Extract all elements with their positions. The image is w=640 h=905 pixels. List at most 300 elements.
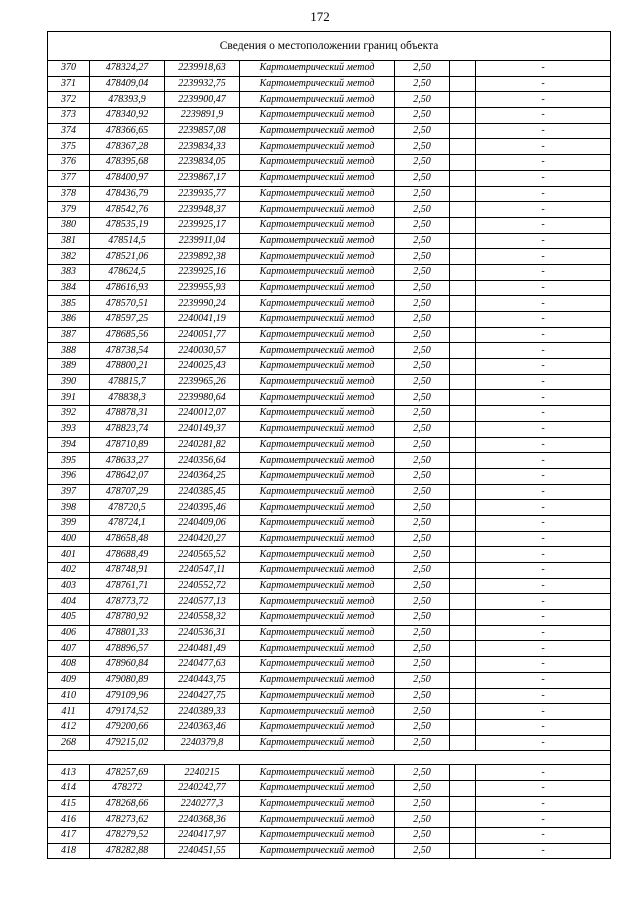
precision: 2,50 xyxy=(395,359,450,375)
y-coordinate: 2239834,05 xyxy=(165,155,240,171)
table-row xyxy=(48,500,611,516)
method: Картометрический метод xyxy=(240,735,395,751)
method: Картометрический метод xyxy=(240,610,395,626)
y-coordinate: 2240409,06 xyxy=(165,515,240,531)
x-coordinate: 478800,21 xyxy=(90,359,165,375)
table-row xyxy=(48,547,611,563)
y-coordinate: 2240025,43 xyxy=(165,359,240,375)
method: Картометрический метод xyxy=(240,280,395,296)
precision: 2,50 xyxy=(395,92,450,108)
description: - xyxy=(476,484,611,500)
blank-cell xyxy=(450,421,476,437)
y-coordinate: 2239990,24 xyxy=(165,296,240,312)
precision: 2,50 xyxy=(395,202,450,218)
point-number: 393 xyxy=(48,421,90,437)
description: - xyxy=(476,186,611,202)
description: - xyxy=(476,688,611,704)
y-coordinate: 2240577,13 xyxy=(165,594,240,610)
precision: 2,50 xyxy=(395,812,450,828)
method: Картометрический метод xyxy=(240,796,395,812)
blank-cell xyxy=(450,515,476,531)
y-coordinate: 2240395,46 xyxy=(165,500,240,516)
blank-cell xyxy=(450,796,476,812)
description: - xyxy=(476,515,611,531)
precision: 2,50 xyxy=(395,390,450,406)
y-coordinate: 2239980,64 xyxy=(165,390,240,406)
x-coordinate: 478773,72 xyxy=(90,594,165,610)
x-coordinate: 478570,51 xyxy=(90,296,165,312)
point-number: 387 xyxy=(48,327,90,343)
y-coordinate: 2240417,97 xyxy=(165,828,240,844)
y-coordinate: 2239891,9 xyxy=(165,108,240,124)
description: - xyxy=(476,765,611,781)
point-number: 407 xyxy=(48,641,90,657)
point-number: 376 xyxy=(48,155,90,171)
table-row xyxy=(48,843,611,859)
x-coordinate: 478257,69 xyxy=(90,765,165,781)
precision: 2,50 xyxy=(395,843,450,859)
precision: 2,50 xyxy=(395,688,450,704)
x-coordinate: 478366,65 xyxy=(90,123,165,139)
blank-cell xyxy=(450,374,476,390)
y-coordinate: 2240364,25 xyxy=(165,468,240,484)
method: Картометрический метод xyxy=(240,123,395,139)
blank-cell xyxy=(450,359,476,375)
description: - xyxy=(476,202,611,218)
table-row xyxy=(48,421,611,437)
precision: 2,50 xyxy=(395,719,450,735)
table-row xyxy=(48,796,611,812)
point-number: 405 xyxy=(48,610,90,626)
y-coordinate: 2239900,47 xyxy=(165,92,240,108)
x-coordinate: 478542,76 xyxy=(90,202,165,218)
table-row xyxy=(48,374,611,390)
table-row xyxy=(48,61,611,77)
separator-cell xyxy=(48,751,611,765)
point-number: 390 xyxy=(48,374,90,390)
method: Картометрический метод xyxy=(240,437,395,453)
precision: 2,50 xyxy=(395,108,450,124)
x-coordinate: 478801,33 xyxy=(90,625,165,641)
description: - xyxy=(476,406,611,422)
x-coordinate: 478514,5 xyxy=(90,233,165,249)
x-coordinate: 478273,62 xyxy=(90,812,165,828)
x-coordinate: 478409,04 xyxy=(90,76,165,92)
y-coordinate: 2240552,72 xyxy=(165,578,240,594)
x-coordinate: 478279,52 xyxy=(90,828,165,844)
y-coordinate: 2240356,64 xyxy=(165,453,240,469)
x-coordinate: 478521,06 xyxy=(90,249,165,265)
method: Картометрический метод xyxy=(240,453,395,469)
point-number: 373 xyxy=(48,108,90,124)
table-row xyxy=(48,484,611,500)
point-number: 372 xyxy=(48,92,90,108)
x-coordinate: 478710,89 xyxy=(90,437,165,453)
description: - xyxy=(476,563,611,579)
table-row xyxy=(48,641,611,657)
x-coordinate: 478780,92 xyxy=(90,610,165,626)
point-number: 396 xyxy=(48,468,90,484)
blank-cell xyxy=(450,625,476,641)
y-coordinate: 2240451,55 xyxy=(165,843,240,859)
description: - xyxy=(476,625,611,641)
method: Картометрический метод xyxy=(240,296,395,312)
method: Картометрический метод xyxy=(240,170,395,186)
method: Картометрический метод xyxy=(240,657,395,673)
y-coordinate: 2240547,11 xyxy=(165,563,240,579)
blank-cell xyxy=(450,170,476,186)
table-row xyxy=(48,312,611,328)
x-coordinate: 478878,31 xyxy=(90,406,165,422)
table-row xyxy=(48,123,611,139)
method: Картометрический метод xyxy=(240,390,395,406)
point-number: 402 xyxy=(48,563,90,579)
method: Картометрический метод xyxy=(240,500,395,516)
table-row xyxy=(48,625,611,641)
precision: 2,50 xyxy=(395,296,450,312)
x-coordinate: 478597,25 xyxy=(90,312,165,328)
y-coordinate: 2240443,75 xyxy=(165,672,240,688)
table-row xyxy=(48,578,611,594)
description: - xyxy=(476,672,611,688)
blank-cell xyxy=(450,547,476,563)
description: - xyxy=(476,139,611,155)
point-number: 384 xyxy=(48,280,90,296)
table-row xyxy=(48,672,611,688)
point-number: 389 xyxy=(48,359,90,375)
blank-cell xyxy=(450,468,476,484)
description: - xyxy=(476,217,611,233)
x-coordinate: 478395,68 xyxy=(90,155,165,171)
table-row xyxy=(48,812,611,828)
method: Картометрический метод xyxy=(240,343,395,359)
y-coordinate: 2239867,17 xyxy=(165,170,240,186)
description: - xyxy=(476,280,611,296)
point-number: 381 xyxy=(48,233,90,249)
precision: 2,50 xyxy=(395,123,450,139)
x-coordinate: 478616,93 xyxy=(90,280,165,296)
method: Картометрический метод xyxy=(240,61,395,77)
blank-cell xyxy=(450,657,476,673)
method: Картометрический метод xyxy=(240,515,395,531)
point-number: 370 xyxy=(48,61,90,77)
method: Картометрический метод xyxy=(240,578,395,594)
table-row xyxy=(48,563,611,579)
method: Картометрический метод xyxy=(240,688,395,704)
precision: 2,50 xyxy=(395,312,450,328)
precision: 2,50 xyxy=(395,735,450,751)
x-coordinate: 478624,5 xyxy=(90,264,165,280)
table-row xyxy=(48,531,611,547)
point-number: 399 xyxy=(48,515,90,531)
blank-cell xyxy=(450,500,476,516)
y-coordinate: 2240385,45 xyxy=(165,484,240,500)
blank-cell xyxy=(450,610,476,626)
description: - xyxy=(476,61,611,77)
method: Картометрический метод xyxy=(240,312,395,328)
point-number: 375 xyxy=(48,139,90,155)
method: Картометрический метод xyxy=(240,202,395,218)
description: - xyxy=(476,374,611,390)
method: Картометрический метод xyxy=(240,374,395,390)
separator-row xyxy=(48,751,611,765)
description: - xyxy=(476,155,611,171)
point-number: 400 xyxy=(48,531,90,547)
method: Картометрический метод xyxy=(240,625,395,641)
description: - xyxy=(476,531,611,547)
x-coordinate: 478838,3 xyxy=(90,390,165,406)
precision: 2,50 xyxy=(395,374,450,390)
point-number: 398 xyxy=(48,500,90,516)
description: - xyxy=(476,123,611,139)
method: Картометрический метод xyxy=(240,76,395,92)
description: - xyxy=(476,359,611,375)
table-row xyxy=(48,76,611,92)
point-number: 403 xyxy=(48,578,90,594)
description: - xyxy=(476,468,611,484)
y-coordinate: 2240242,77 xyxy=(165,780,240,796)
blank-cell xyxy=(450,594,476,610)
point-number: 411 xyxy=(48,704,90,720)
x-coordinate: 478367,28 xyxy=(90,139,165,155)
x-coordinate: 478272 xyxy=(90,780,165,796)
table-title: Сведения о местоположении границ объекта xyxy=(48,32,611,61)
precision: 2,50 xyxy=(395,76,450,92)
precision: 2,50 xyxy=(395,641,450,657)
y-coordinate: 2240149,37 xyxy=(165,421,240,437)
point-number: 379 xyxy=(48,202,90,218)
y-coordinate: 2240368,36 xyxy=(165,812,240,828)
table-row xyxy=(48,217,611,233)
precision: 2,50 xyxy=(395,547,450,563)
point-number: 385 xyxy=(48,296,90,312)
table-row xyxy=(48,264,611,280)
blank-cell xyxy=(450,61,476,77)
blank-cell xyxy=(450,123,476,139)
description: - xyxy=(476,735,611,751)
blank-cell xyxy=(450,390,476,406)
point-number: 386 xyxy=(48,312,90,328)
x-coordinate: 478761,71 xyxy=(90,578,165,594)
blank-cell xyxy=(450,406,476,422)
y-coordinate: 2240477,63 xyxy=(165,657,240,673)
x-coordinate: 478688,49 xyxy=(90,547,165,563)
method: Картометрический метод xyxy=(240,531,395,547)
table-row xyxy=(48,780,611,796)
y-coordinate: 2240379,8 xyxy=(165,735,240,751)
method: Картометрический метод xyxy=(240,468,395,484)
blank-cell xyxy=(450,563,476,579)
description: - xyxy=(476,812,611,828)
precision: 2,50 xyxy=(395,406,450,422)
table-row xyxy=(48,343,611,359)
y-coordinate: 2239932,75 xyxy=(165,76,240,92)
y-coordinate: 2239911,04 xyxy=(165,233,240,249)
table-row xyxy=(48,828,611,844)
table-row xyxy=(48,233,611,249)
description: - xyxy=(476,233,611,249)
description: - xyxy=(476,92,611,108)
point-number: 388 xyxy=(48,343,90,359)
blank-cell xyxy=(450,186,476,202)
x-coordinate: 478642,07 xyxy=(90,468,165,484)
boundary-table xyxy=(47,31,611,859)
point-number: 391 xyxy=(48,390,90,406)
x-coordinate: 479200,66 xyxy=(90,719,165,735)
description: - xyxy=(476,327,611,343)
x-coordinate: 478738,54 xyxy=(90,343,165,359)
x-coordinate: 478282,88 xyxy=(90,843,165,859)
method: Картометрический метод xyxy=(240,484,395,500)
table-row xyxy=(48,688,611,704)
precision: 2,50 xyxy=(395,170,450,186)
precision: 2,50 xyxy=(395,780,450,796)
precision: 2,50 xyxy=(395,155,450,171)
point-number: 401 xyxy=(48,547,90,563)
blank-cell xyxy=(450,578,476,594)
table-row xyxy=(48,594,611,610)
precision: 2,50 xyxy=(395,828,450,844)
point-number: 404 xyxy=(48,594,90,610)
description: - xyxy=(476,421,611,437)
y-coordinate: 2240281,82 xyxy=(165,437,240,453)
precision: 2,50 xyxy=(395,421,450,437)
table-row xyxy=(48,155,611,171)
blank-cell xyxy=(450,688,476,704)
blank-cell xyxy=(450,280,476,296)
table-row xyxy=(48,657,611,673)
method: Картометрический метод xyxy=(240,92,395,108)
table-row xyxy=(48,296,611,312)
precision: 2,50 xyxy=(395,563,450,579)
method: Картометрический метод xyxy=(240,421,395,437)
blank-cell xyxy=(450,531,476,547)
precision: 2,50 xyxy=(395,796,450,812)
table-row xyxy=(48,453,611,469)
x-coordinate: 478658,48 xyxy=(90,531,165,547)
description: - xyxy=(476,610,611,626)
y-coordinate: 2240277,3 xyxy=(165,796,240,812)
method: Картометрический метод xyxy=(240,780,395,796)
blank-cell xyxy=(450,641,476,657)
blank-cell xyxy=(450,264,476,280)
point-number: 414 xyxy=(48,780,90,796)
blank-cell xyxy=(450,155,476,171)
method: Картометрический метод xyxy=(240,108,395,124)
precision: 2,50 xyxy=(395,610,450,626)
precision: 2,50 xyxy=(395,578,450,594)
point-number: 392 xyxy=(48,406,90,422)
description: - xyxy=(476,249,611,265)
boundary-table-body xyxy=(48,32,611,859)
x-coordinate: 478748,91 xyxy=(90,563,165,579)
method: Картометрический метод xyxy=(240,139,395,155)
y-coordinate: 2239925,17 xyxy=(165,217,240,233)
blank-cell xyxy=(450,92,476,108)
point-number: 382 xyxy=(48,249,90,265)
description: - xyxy=(476,547,611,563)
precision: 2,50 xyxy=(395,594,450,610)
point-number: 371 xyxy=(48,76,90,92)
blank-cell xyxy=(450,828,476,844)
method: Картометрический метод xyxy=(240,812,395,828)
description: - xyxy=(476,296,611,312)
method: Картометрический метод xyxy=(240,563,395,579)
table-row xyxy=(48,327,611,343)
precision: 2,50 xyxy=(395,437,450,453)
point-number: 397 xyxy=(48,484,90,500)
description: - xyxy=(476,390,611,406)
precision: 2,50 xyxy=(395,625,450,641)
point-number: 383 xyxy=(48,264,90,280)
x-coordinate: 478535,19 xyxy=(90,217,165,233)
x-coordinate: 478685,56 xyxy=(90,327,165,343)
method: Картометрический метод xyxy=(240,704,395,720)
x-coordinate: 478720,5 xyxy=(90,500,165,516)
point-number: 378 xyxy=(48,186,90,202)
point-number: 377 xyxy=(48,170,90,186)
point-number: 418 xyxy=(48,843,90,859)
method: Картометрический метод xyxy=(240,249,395,265)
description: - xyxy=(476,843,611,859)
blank-cell xyxy=(450,343,476,359)
y-coordinate: 2239955,93 xyxy=(165,280,240,296)
blank-cell xyxy=(450,327,476,343)
blank-cell xyxy=(450,735,476,751)
table-row xyxy=(48,108,611,124)
x-coordinate: 478724,1 xyxy=(90,515,165,531)
method: Картометрический метод xyxy=(240,327,395,343)
table-row xyxy=(48,249,611,265)
precision: 2,50 xyxy=(395,139,450,155)
point-number: 410 xyxy=(48,688,90,704)
point-number: 417 xyxy=(48,828,90,844)
point-number: 395 xyxy=(48,453,90,469)
method: Картометрический метод xyxy=(240,359,395,375)
method: Картометрический метод xyxy=(240,264,395,280)
blank-cell xyxy=(450,202,476,218)
blank-cell xyxy=(450,765,476,781)
blank-cell xyxy=(450,249,476,265)
y-coordinate: 2239918,63 xyxy=(165,61,240,77)
table-row xyxy=(48,765,611,781)
precision: 2,50 xyxy=(395,264,450,280)
description: - xyxy=(476,108,611,124)
blank-cell xyxy=(450,704,476,720)
x-coordinate: 478707,29 xyxy=(90,484,165,500)
description: - xyxy=(476,828,611,844)
method: Картометрический метод xyxy=(240,828,395,844)
table-row xyxy=(48,610,611,626)
x-coordinate: 479080,89 xyxy=(90,672,165,688)
description: - xyxy=(476,264,611,280)
precision: 2,50 xyxy=(395,468,450,484)
description: - xyxy=(476,594,611,610)
y-coordinate: 2239948,37 xyxy=(165,202,240,218)
y-coordinate: 2240558,32 xyxy=(165,610,240,626)
y-coordinate: 2240030,57 xyxy=(165,343,240,359)
precision: 2,50 xyxy=(395,531,450,547)
description: - xyxy=(476,719,611,735)
method: Картометрический метод xyxy=(240,547,395,563)
method: Картометрический метод xyxy=(240,186,395,202)
point-number: 413 xyxy=(48,765,90,781)
table-row xyxy=(48,719,611,735)
x-coordinate: 478896,57 xyxy=(90,641,165,657)
method: Картометрический метод xyxy=(240,217,395,233)
x-coordinate: 479109,96 xyxy=(90,688,165,704)
y-coordinate: 2240427,75 xyxy=(165,688,240,704)
